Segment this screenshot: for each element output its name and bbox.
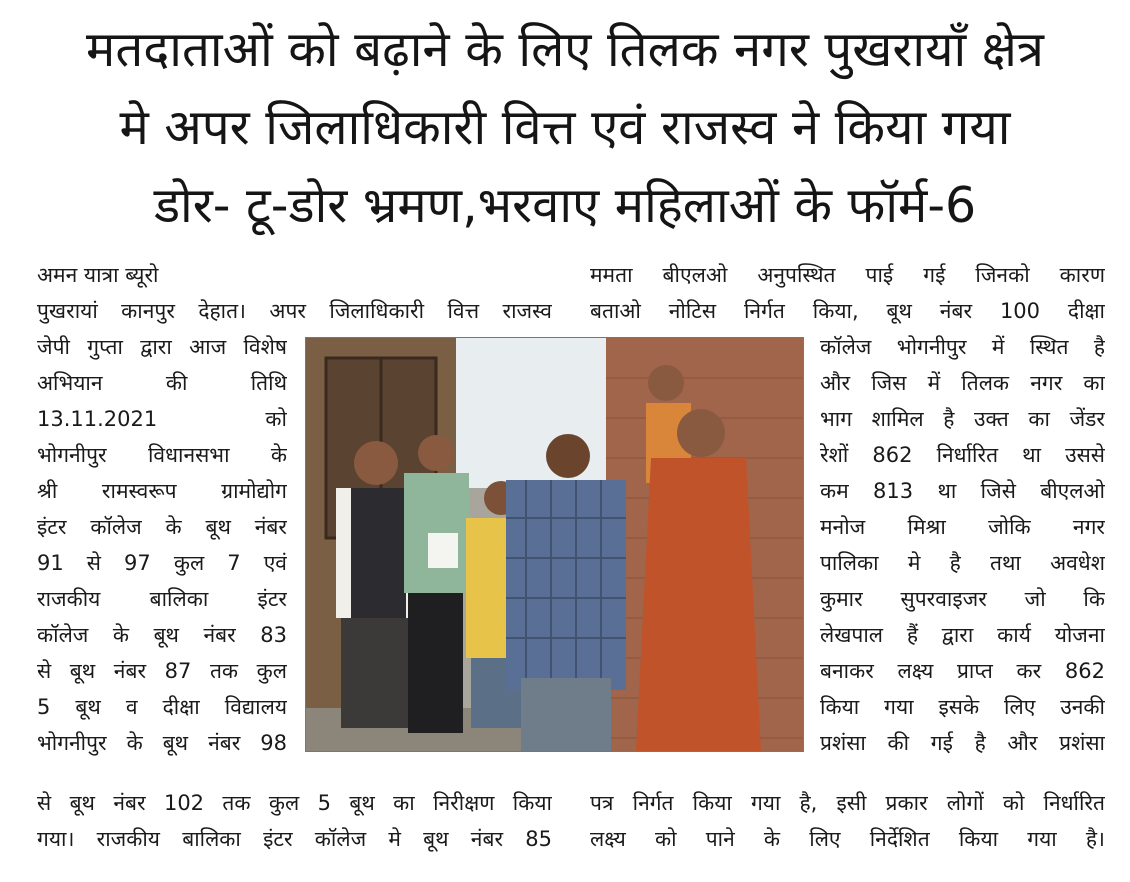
body-line: इंटर कॉलेज के बूथ नंबर xyxy=(37,515,287,539)
left-column-top xyxy=(37,257,552,329)
body-line: से बूथ नंबर 102 तक कुल 5 बूथ का निरीक्षण किया xyxy=(37,791,552,815)
left-column-bottom xyxy=(37,785,552,857)
body-line: 13.11.2021 को xyxy=(37,407,287,431)
body-line: और जिस में तिलक नगर का xyxy=(820,371,1105,395)
person-man-green-shirt xyxy=(404,435,469,733)
body-line: बनाकर लक्ष्य प्राप्त कर 862 xyxy=(820,659,1105,683)
body-line: लक्ष्य को पाने के लिए निर्देशित किया गया है। xyxy=(590,827,1105,851)
left-column-wrap xyxy=(37,329,287,761)
body-line: कुमार सुपरवाइजर जो कि xyxy=(820,587,1105,611)
headline-line-3: डोर- टू-डोर भ्रमण,भरवाए महिलाओं के फॉर्म-6 xyxy=(153,177,977,234)
body-line: भोगनीपुर विधानसभा के xyxy=(37,443,287,467)
right-column-top xyxy=(590,257,1105,329)
right-column-bottom xyxy=(590,785,1105,857)
news-photo-illustration xyxy=(306,338,803,751)
body-line: भाग शामिल है उक्त का जेंडर xyxy=(820,407,1105,431)
body-line: कम 813 था जिसे बीएलओ xyxy=(820,479,1105,503)
headline-line-1: मतदाताओं को बढ़ाने के लिए तिलक नगर पुखरायाँ क्षेत्र xyxy=(86,21,1044,78)
body-line: पुखरायां कानपुर देहात। अपर जिलाधिकारी वित्त राजस्व xyxy=(37,299,552,323)
body-line: 5 बूथ व दीक्षा विद्यालय xyxy=(37,695,287,719)
body-line: बताओ नोटिस निर्गत किया, बूथ नंबर 100 दीक्षा xyxy=(590,299,1105,323)
sky xyxy=(456,338,616,488)
body-line: पत्र निर्गत किया गया है, इसी प्रकार लोगों को निर्धारित xyxy=(590,791,1105,815)
body-line: प्रशंसा की गई है और प्रशंसा xyxy=(820,731,1105,755)
body-line: जेपी गुप्ता द्वारा आज विशेष xyxy=(37,335,287,359)
body-line: पालिका मे है तथा अवधेश xyxy=(820,551,1105,575)
news-photo xyxy=(305,337,804,752)
body-line: लेखपाल हैं द्वारा कार्य योजना xyxy=(820,623,1105,647)
body-line: से बूथ नंबर 87 तक कुल xyxy=(37,659,287,683)
byline: अमन यात्रा ब्यूरो xyxy=(37,263,159,287)
body-line: मनोज मिश्रा जोकि नगर xyxy=(820,515,1105,539)
body-line: 91 से 97 कुल 7 एवं xyxy=(37,551,287,575)
headline-line-2: मे अपर जिलाधिकारी वित्त एवं राजस्व ने किया गया xyxy=(119,99,1011,156)
body-line: श्री रामस्वरूप ग्रामोद्योग xyxy=(37,479,287,503)
person-man-checked-shirt xyxy=(506,434,626,751)
body-line: किया गया इसके लिए उनकी xyxy=(820,695,1105,719)
body-line: भोगनीपुर के बूथ नंबर 98 xyxy=(37,731,287,755)
body-line: अभियान की तिथि xyxy=(37,371,287,395)
body-line: कॉलेज के बूथ नंबर 83 xyxy=(37,623,287,647)
person-woman-saree xyxy=(636,409,761,751)
body-line: कॉलेज भोगनीपुर में स्थित है xyxy=(820,335,1105,359)
body-line: रेशों 862 निर्धारित था उससे xyxy=(820,443,1105,467)
right-column-wrap xyxy=(820,329,1105,761)
body-line: ममता बीएलओ अनुपस्थित पाई गई जिनको कारण xyxy=(590,263,1105,287)
body-line: राजकीय बालिका इंटर xyxy=(37,587,287,611)
body-line: गया। राजकीय बालिका इंटर कॉलेज मे बूथ नंबर 85 xyxy=(37,827,552,851)
